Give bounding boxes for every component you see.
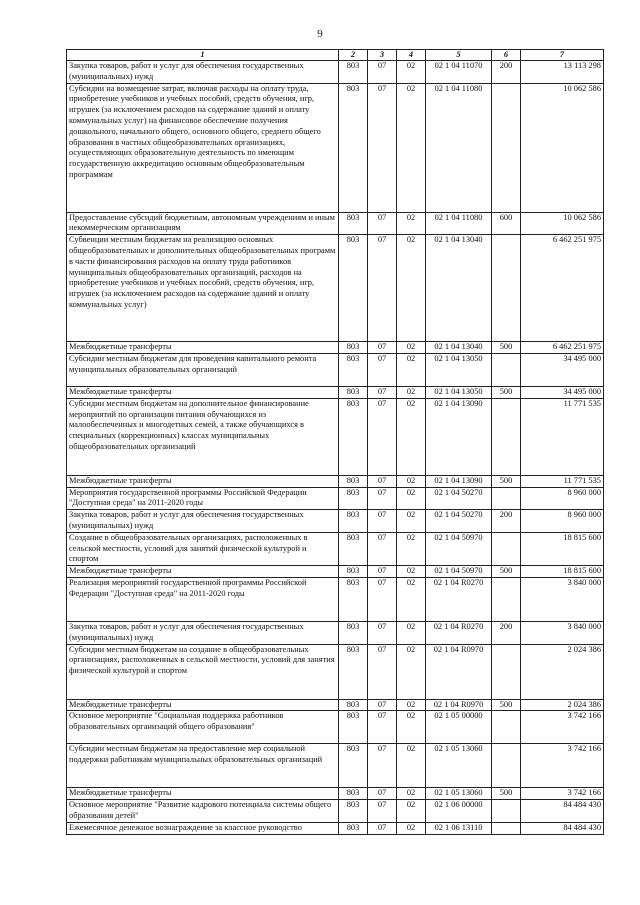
column-header: 4 (397, 50, 426, 61)
row-expense-type-cell: 500 (492, 475, 521, 487)
row-section-cell: 07 (368, 800, 397, 823)
table-row (67, 510, 604, 533)
row-expense-type-cell (492, 487, 521, 510)
row-expense-type-cell (492, 822, 521, 834)
row-target-article-cell: 02 1 04 13090 (426, 398, 492, 475)
row-section-cell: 07 (368, 577, 397, 621)
row-code-cell: 803 (339, 788, 368, 800)
table-row (67, 61, 604, 84)
row-subsection-cell: 02 (397, 475, 426, 487)
row-code-cell: 803 (339, 822, 368, 834)
row-expense-type-cell: 200 (492, 61, 521, 84)
row-section-cell: 07 (368, 510, 397, 533)
row-subsection-cell: 02 (397, 822, 426, 834)
row-subsection-cell: 02 (397, 744, 426, 788)
column-header: 3 (368, 50, 397, 61)
row-amount-cell: 34 495 000 (521, 353, 604, 386)
row-subsection-cell: 02 (397, 510, 426, 533)
row-subsection-cell: 02 (397, 386, 426, 398)
table-row (67, 621, 604, 644)
row-target-article-cell: 02 1 05 00000 (426, 711, 492, 744)
row-name-cell: Субсидии местным бюджетам на создание в общеобразовательных организациях, расположенных в сельской местности, условий для занятия физической культурой и спортом (67, 644, 339, 699)
row-section-cell: 07 (368, 212, 397, 235)
row-expense-type-cell: 200 (492, 621, 521, 644)
row-section-cell: 07 (368, 61, 397, 84)
row-code-cell: 803 (339, 699, 368, 711)
row-expense-type-cell: 500 (492, 566, 521, 578)
column-header: 7 (521, 50, 604, 61)
row-section-cell: 07 (368, 342, 397, 354)
row-subsection-cell: 02 (397, 353, 426, 386)
row-name-cell: Межбюджетные трансферты (67, 342, 339, 354)
row-subsection-cell: 02 (397, 398, 426, 475)
table-row (67, 475, 604, 487)
row-name-cell: Мероприятия государственной программы Российской Федерации "Доступная среда" на 2011-2020 годы (67, 487, 339, 510)
row-amount-cell: 13 113 298 (521, 61, 604, 84)
row-target-article-cell: 02 1 04 50270 (426, 487, 492, 510)
column-header: 1 (67, 50, 339, 61)
row-subsection-cell: 02 (397, 711, 426, 744)
table-row (67, 487, 604, 510)
row-target-article-cell: 02 1 06 13110 (426, 822, 492, 834)
row-expense-type-cell (492, 744, 521, 788)
budget-table (66, 49, 604, 835)
row-expense-type-cell: 600 (492, 212, 521, 235)
row-expense-type-cell: 500 (492, 386, 521, 398)
row-code-cell: 803 (339, 532, 368, 565)
row-amount-cell: 3 742 166 (521, 711, 604, 744)
row-name-cell: Реализация мероприятий государственной программы Российской Федерации "Доступная среда" на 2011-2020 годы (67, 577, 339, 621)
row-section-cell: 07 (368, 711, 397, 744)
row-subsection-cell: 02 (397, 61, 426, 84)
row-section-cell: 07 (368, 566, 397, 578)
table-row (67, 577, 604, 621)
row-name-cell: Межбюджетные трансферты (67, 386, 339, 398)
row-amount-cell: 3 742 166 (521, 788, 604, 800)
row-code-cell: 803 (339, 510, 368, 533)
row-subsection-cell: 02 (397, 83, 426, 212)
row-amount-cell: 8 960 000 (521, 487, 604, 510)
row-amount-cell: 18 815 600 (521, 566, 604, 578)
row-name-cell: Основное мероприятие "Социальная поддержка работников образовательных организаций общего образования" (67, 711, 339, 744)
row-subsection-cell: 02 (397, 621, 426, 644)
table-row (67, 566, 604, 578)
column-header: 2 (339, 50, 368, 61)
row-target-article-cell: 02 1 04 11080 (426, 83, 492, 212)
row-target-article-cell: 02 1 04 50270 (426, 510, 492, 533)
row-target-article-cell: 02 1 04 13050 (426, 353, 492, 386)
table-row (67, 235, 604, 342)
row-code-cell: 803 (339, 744, 368, 788)
row-name-cell: Межбюджетные трансферты (67, 566, 339, 578)
row-code-cell: 803 (339, 475, 368, 487)
row-section-cell: 07 (368, 353, 397, 386)
row-subsection-cell: 02 (397, 212, 426, 235)
row-subsection-cell: 02 (397, 532, 426, 565)
row-section-cell: 07 (368, 788, 397, 800)
row-subsection-cell: 02 (397, 487, 426, 510)
table-row (67, 386, 604, 398)
row-expense-type-cell: 500 (492, 699, 521, 711)
row-code-cell: 803 (339, 342, 368, 354)
row-amount-cell: 10 062 586 (521, 83, 604, 212)
table-body (67, 61, 604, 835)
row-section-cell: 07 (368, 532, 397, 565)
row-target-article-cell: 02 1 04 13090 (426, 475, 492, 487)
row-code-cell: 803 (339, 235, 368, 342)
row-amount-cell: 3 840 000 (521, 577, 604, 621)
row-section-cell: 07 (368, 398, 397, 475)
table-row (67, 644, 604, 699)
row-name-cell: Предоставление субсидий бюджетным, автономным учреждениям и иным некоммерческим организациям (67, 212, 339, 235)
row-code-cell: 803 (339, 212, 368, 235)
row-name-cell: Закупка товаров, работ и услуг для обеспечения государственных (муниципальных) нужд (67, 61, 339, 84)
row-target-article-cell: 02 1 04 R0970 (426, 699, 492, 711)
row-code-cell: 803 (339, 644, 368, 699)
row-section-cell: 07 (368, 744, 397, 788)
row-section-cell: 07 (368, 822, 397, 834)
row-code-cell: 803 (339, 566, 368, 578)
row-expense-type-cell (492, 644, 521, 699)
table-row (67, 212, 604, 235)
row-amount-cell: 6 462 251 975 (521, 235, 604, 342)
row-expense-type-cell: 200 (492, 510, 521, 533)
row-section-cell: 07 (368, 621, 397, 644)
header-row (67, 50, 604, 61)
row-amount-cell: 8 960 000 (521, 510, 604, 533)
column-header: 5 (426, 50, 492, 61)
row-code-cell: 803 (339, 577, 368, 621)
row-target-article-cell: 02 1 04 R0970 (426, 644, 492, 699)
table-row (67, 800, 604, 823)
row-target-article-cell: 02 1 06 00000 (426, 800, 492, 823)
row-target-article-cell: 02 1 04 50970 (426, 532, 492, 565)
row-section-cell: 07 (368, 644, 397, 699)
table-row (67, 699, 604, 711)
row-code-cell: 803 (339, 621, 368, 644)
row-amount-cell: 84 484 430 (521, 800, 604, 823)
row-amount-cell: 18 815 600 (521, 532, 604, 565)
row-subsection-cell: 02 (397, 800, 426, 823)
table-row (67, 822, 604, 834)
row-amount-cell: 6 462 251 975 (521, 342, 604, 354)
row-subsection-cell: 02 (397, 644, 426, 699)
row-name-cell: Создание в общеобразовательных организациях, расположенных в сельской местности, условий для занятий физической культурой и спортом (67, 532, 339, 565)
row-subsection-cell: 02 (397, 342, 426, 354)
row-amount-cell: 10 062 586 (521, 212, 604, 235)
row-code-cell: 803 (339, 353, 368, 386)
row-target-article-cell: 02 1 04 13050 (426, 386, 492, 398)
row-amount-cell: 3 840 000 (521, 621, 604, 644)
row-target-article-cell: 02 1 05 13060 (426, 744, 492, 788)
row-name-cell: Основное мероприятие "Развитие кадрового потенциала системы общего образования детей" (67, 800, 339, 823)
row-expense-type-cell (492, 83, 521, 212)
row-name-cell: Закупка товаров, работ и услуг для обеспечения государственных (муниципальных) нужд (67, 510, 339, 533)
row-name-cell: Субсидии местным бюджетам для проведения капитального ремонта муниципальных образовательных организаций (67, 353, 339, 386)
row-target-article-cell: 02 1 04 13040 (426, 235, 492, 342)
row-expense-type-cell (492, 800, 521, 823)
row-code-cell: 803 (339, 487, 368, 510)
table-row (67, 744, 604, 788)
row-target-article-cell: 02 1 04 R0270 (426, 621, 492, 644)
row-code-cell: 803 (339, 398, 368, 475)
row-section-cell: 07 (368, 475, 397, 487)
table-row (67, 788, 604, 800)
row-section-cell: 07 (368, 83, 397, 212)
row-name-cell: Субсидии на возмещение затрат, включая расходы на оплату труда, приобретение учебников и учебных пособий, средств обучения, игр, игрушек (за исключением расходов на содержание зданий и оплату коммунальных услуг) на финансовое обеспечение получения дошкольного, начального общего, основного общего, среднего общего образования в частных общеобразовательных организациях, осуществляющих образовательную деятельность по имеющим государственную аккредитацию основным общеобразовательным программам (67, 83, 339, 212)
row-section-cell: 07 (368, 699, 397, 711)
row-subsection-cell: 02 (397, 577, 426, 621)
row-code-cell: 803 (339, 800, 368, 823)
page-number: 9 (317, 28, 323, 40)
row-name-cell: Субвенции местным бюджетам на реализацию основных общеобразовательных и дополнительных общеобразовательных программ в части финансирования расходов на оплату труда работников муниципальных общеобразовательных организаций, расходов на приобретение учебников и учебных пособий, средств обучения, игр, игрушек (за исключением расходов на содержание зданий и оплату коммунальных услуг) (67, 235, 339, 342)
row-section-cell: 07 (368, 487, 397, 510)
row-name-cell: Субсидии местным бюджетам на предоставление мер социальной поддержки работникам муниципальных образовательных организаций (67, 744, 339, 788)
table-row (67, 398, 604, 475)
row-amount-cell: 84 484 430 (521, 822, 604, 834)
row-amount-cell: 11 771 535 (521, 398, 604, 475)
row-subsection-cell: 02 (397, 699, 426, 711)
row-amount-cell: 3 742 166 (521, 744, 604, 788)
column-header: 6 (492, 50, 521, 61)
row-subsection-cell: 02 (397, 566, 426, 578)
row-amount-cell: 34 495 000 (521, 386, 604, 398)
row-code-cell: 803 (339, 711, 368, 744)
row-section-cell: 07 (368, 235, 397, 342)
row-target-article-cell: 02 1 04 R0270 (426, 577, 492, 621)
row-name-cell: Межбюджетные трансферты (67, 475, 339, 487)
row-name-cell: Закупка товаров, работ и услуг для обеспечения государственных (муниципальных) нужд (67, 621, 339, 644)
row-expense-type-cell (492, 353, 521, 386)
row-code-cell: 803 (339, 83, 368, 212)
row-target-article-cell: 02 1 04 11070 (426, 61, 492, 84)
row-expense-type-cell (492, 532, 521, 565)
table-row (67, 83, 604, 212)
row-expense-type-cell (492, 577, 521, 621)
row-expense-type-cell (492, 711, 521, 744)
row-name-cell: Субсидии местным бюджетам на дополнительное финансирование мероприятий по организации питания обучающихся из малообеспеченных и многодетных семей, а также обучающихся в специальных (коррекционных) классах муниципальных общеобразовательных организаций (67, 398, 339, 475)
row-amount-cell: 2 024 386 (521, 644, 604, 699)
row-code-cell: 803 (339, 386, 368, 398)
row-name-cell: Межбюджетные трансферты (67, 699, 339, 711)
row-amount-cell: 11 771 535 (521, 475, 604, 487)
row-section-cell: 07 (368, 386, 397, 398)
table-row (67, 532, 604, 565)
row-amount-cell: 2 024 386 (521, 699, 604, 711)
row-subsection-cell: 02 (397, 235, 426, 342)
row-target-article-cell: 02 1 04 50970 (426, 566, 492, 578)
table-row (67, 711, 604, 744)
row-expense-type-cell: 500 (492, 342, 521, 354)
row-target-article-cell: 02 1 04 11080 (426, 212, 492, 235)
row-expense-type-cell (492, 235, 521, 342)
row-code-cell: 803 (339, 61, 368, 84)
row-expense-type-cell: 500 (492, 788, 521, 800)
table-row (67, 353, 604, 386)
row-target-article-cell: 02 1 05 13060 (426, 788, 492, 800)
row-expense-type-cell (492, 398, 521, 475)
row-target-article-cell: 02 1 04 13040 (426, 342, 492, 354)
row-name-cell: Ежемесячное денежное вознаграждение за классное руководство (67, 822, 339, 834)
row-name-cell: Межбюджетные трансферты (67, 788, 339, 800)
table-row (67, 342, 604, 354)
row-subsection-cell: 02 (397, 788, 426, 800)
